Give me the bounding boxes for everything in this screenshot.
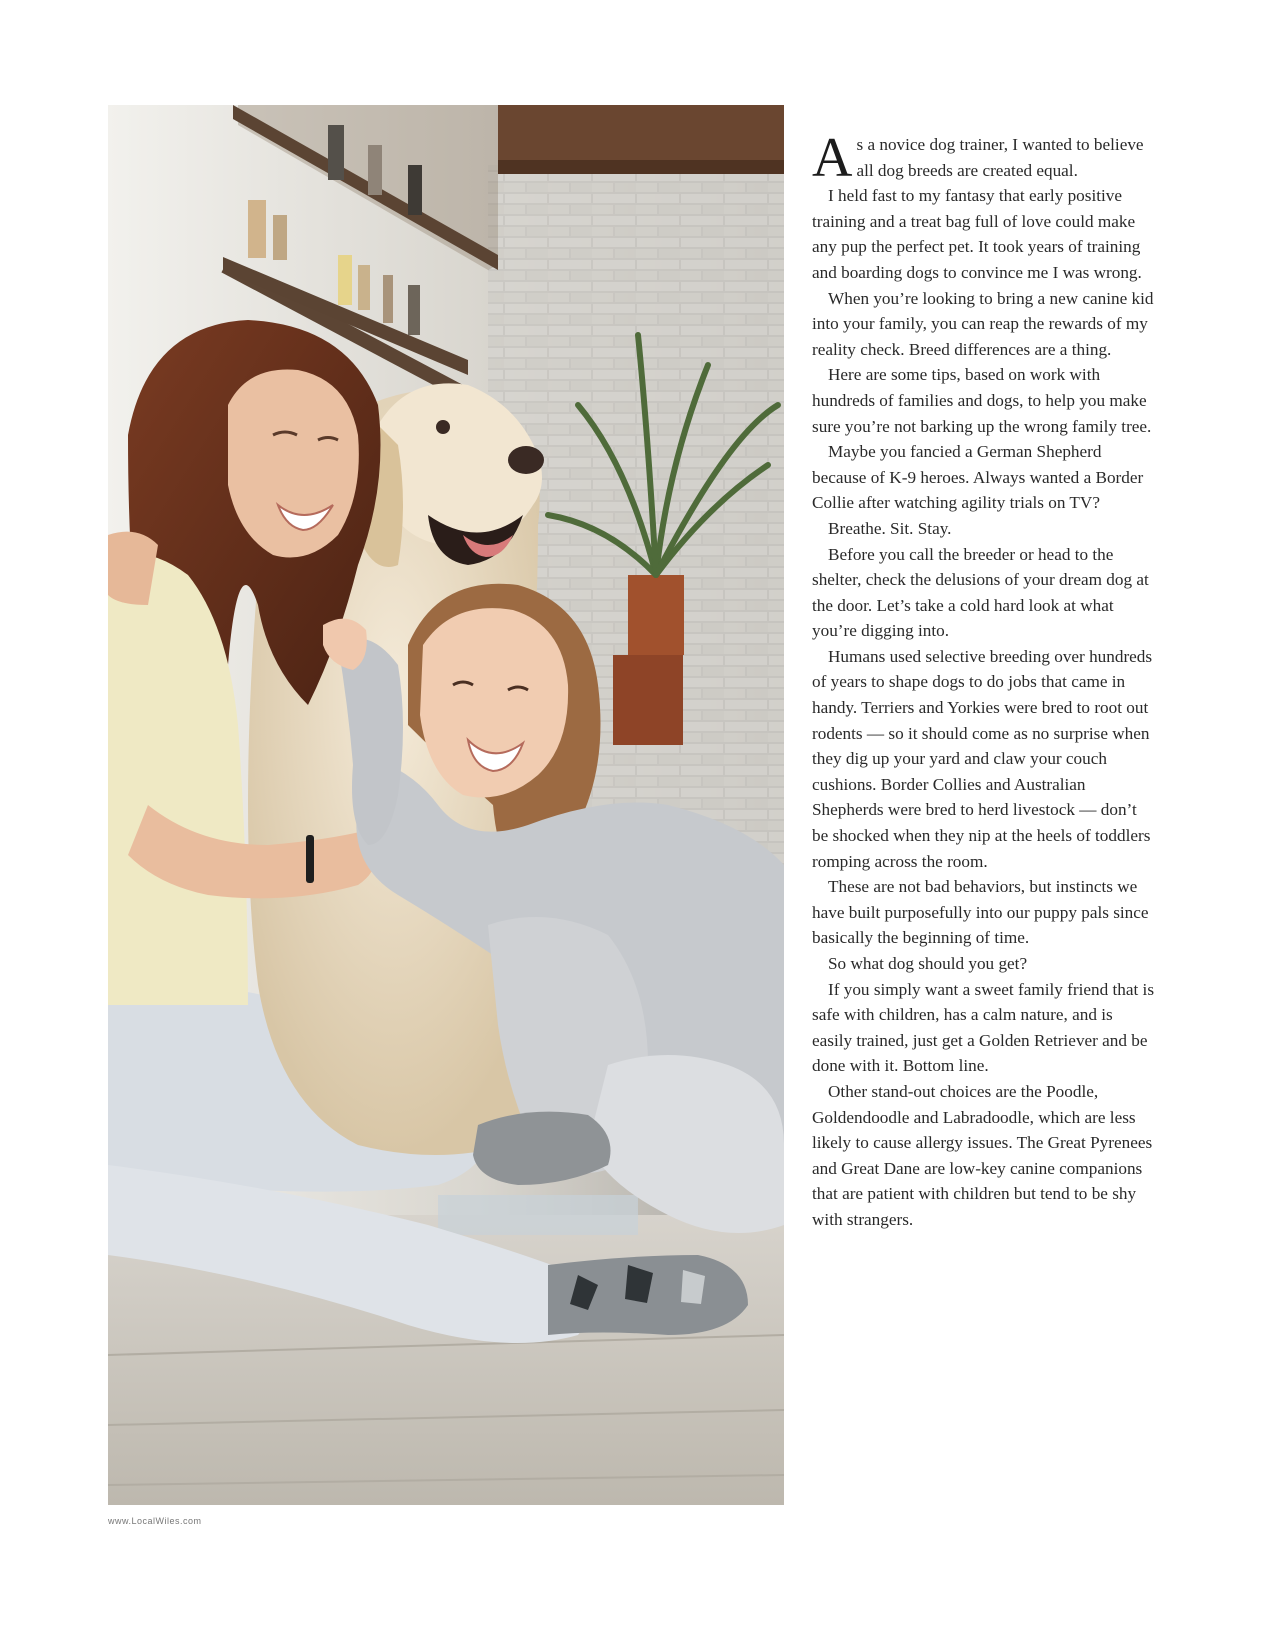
article-paragraph-8: Humans used selective breeding over hundreds of years to shape dogs to do jobs that came in handy. Terriers and Yorkies were bred to root out rodents — so it should come as no surprise when they dig up your yard and claw your couch cushions. Border Collies and Australian Shepherds were bred to herd livestock — don’t be shocked when they nip at the heels of toddlers romping across the room. <box>812 646 1153 871</box>
paragraph-text: s a novice dog trainer, I wanted to believe all dog breeds are created equal. <box>856 135 1144 180</box>
article-paragraph-7: Before you call the breeder or head to the shelter, check the delusions of your dream dog at the door. Let’s take a cold hard look at what you’re digging into. <box>812 544 1149 641</box>
article-photo <box>108 105 784 1505</box>
article-paragraph-12: Other stand-out choices are the Poodle, Goldendoodle and Labradoodle, which are less likely to cause allergy issues. The Great Pyrenees and Great Dane are low-key canine companions that are patient with children but tend to be shy with strangers. <box>812 1081 1153 1229</box>
article-paragraph-3: When you’re looking to bring a new canine kid into your family, you can reap the rewards of my reality check. Breed differences are a thing. <box>812 288 1154 359</box>
article-paragraph-2: I held fast to my fantasy that early positive training and a treat bag full of love could make any pup the perfect pet. It took years of training and boarding dogs to convince me I was wrong. <box>812 186 1142 282</box>
article-paragraph-5: Maybe you fancied a German Shepherd because of K-9 heroes. Always wanted a Border Collie after watching agility trials on TV? <box>812 442 1144 513</box>
article-paragraph-11: If you simply want a sweet family friend that is safe with children, has a calm nature, and is easily trained, just get a Golden Retriever and be done with it. Bottom line. <box>812 979 1155 1076</box>
article-body <box>812 127 1157 1233</box>
family-dog-illustration <box>108 105 784 1505</box>
article-paragraph-10: So what dog should you get? <box>828 954 1028 973</box>
article-paragraph-1 <box>812 127 1157 189</box>
article-paragraph-9: These are not bad behaviors, but instincts we have built purposefully into our puppy pals since basically the beginning of time. <box>812 877 1149 948</box>
page-footer-url: www.LocalWiles.com <box>108 1516 202 1526</box>
article-paragraph-6: Breathe. Sit. Stay. <box>828 518 952 538</box>
article-paragraph-4: Here are some tips, based on work with hundreds of families and dogs, to help you make sure you’re not barking up the wrong family tree. <box>812 365 1152 436</box>
drop-cap: A <box>812 127 853 189</box>
